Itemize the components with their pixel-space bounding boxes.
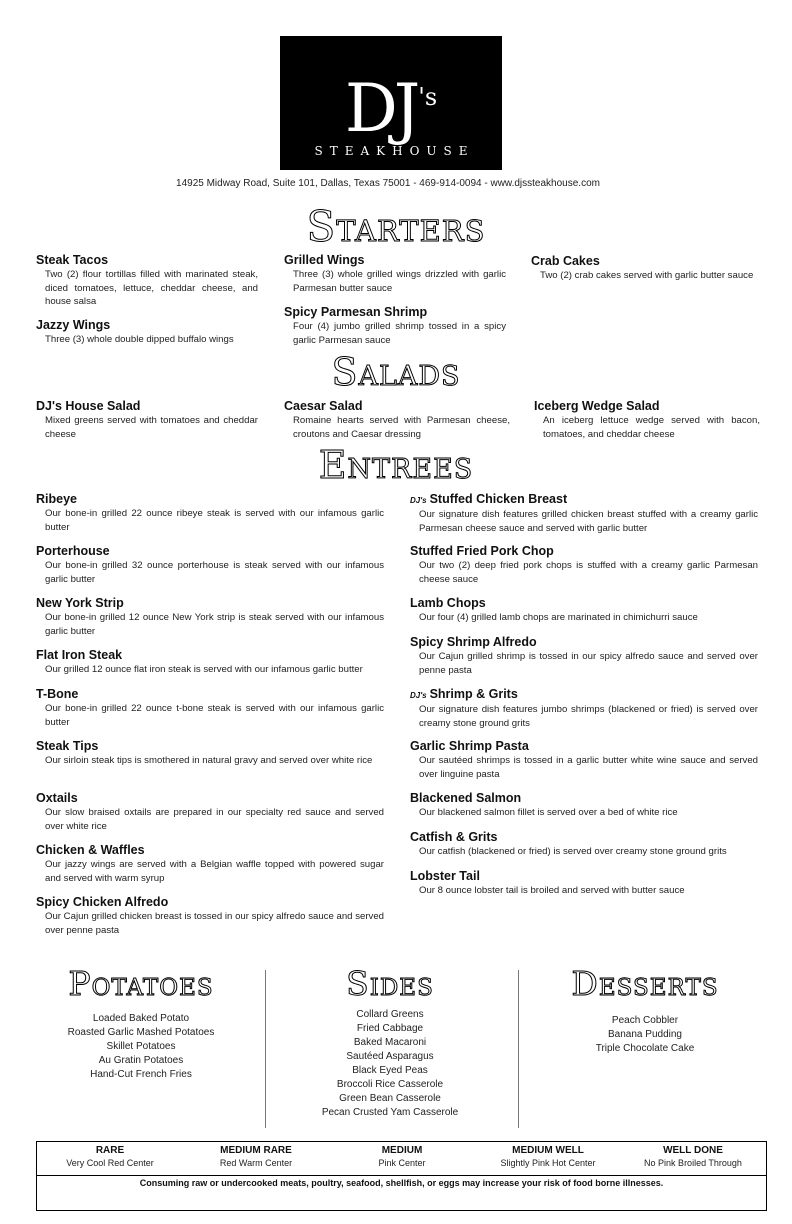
list-item: Pecan Crusted Yam Casserole xyxy=(321,1107,459,1118)
item-name: Caesar Salad xyxy=(284,399,363,413)
item-name: Lobster Tail xyxy=(410,869,480,883)
doneness-description: Very Cool Red Center xyxy=(66,1158,154,1168)
list-item: Au Gratin Potatoes xyxy=(98,1055,184,1066)
doneness-label: MEDIUM xyxy=(381,1145,423,1156)
item-name: Oxtails xyxy=(36,791,78,805)
item-description: Our signature dish features jumbo shrimps (blackened or fried) is served over creamy stone ground grits xyxy=(419,704,758,729)
doneness-label: MEDIUM WELL xyxy=(512,1145,584,1156)
item-description: Our jazzy wings are served with a Belgian waffle topped with powered sugar and served with warm syrup xyxy=(45,859,384,884)
doneness-description: Slightly Pink Hot Center xyxy=(500,1158,596,1168)
item-description: Our bone-in grilled 12 ounce New York strip is steak served with our infamous garlic butter xyxy=(45,612,384,637)
list-item: Broccoli Rice Casserole xyxy=(336,1079,444,1090)
sides-title: Sides xyxy=(346,964,434,1003)
item-description: Our Cajun grilled chicken breast is tossed in our spicy alfredo sauce and served over penne pasta xyxy=(45,911,384,936)
menu-item xyxy=(410,739,758,781)
list-item: Collard Greens xyxy=(356,1009,424,1020)
item-name: DJ's Shrimp & Grits xyxy=(410,687,518,701)
menu-item xyxy=(534,399,760,441)
list-item: Roasted Garlic Mashed Potatoes xyxy=(67,1027,215,1038)
list-item: Black Eyed Peas xyxy=(352,1065,428,1076)
item-name: Steak Tacos xyxy=(36,253,109,267)
item-description: Our Cajun grilled shrimp is tossed in our spicy alfredo sauce and served over penne pasta xyxy=(419,651,758,676)
menu-item xyxy=(36,739,384,768)
menu-item xyxy=(410,635,758,677)
item-name: Iceberg Wedge Salad xyxy=(534,399,660,413)
doneness-cell xyxy=(620,1144,766,1170)
item-description: Our signature dish features grilled chicken breast stuffed with a creamy garlic Parmesan cheese sauce and served with garlic butter xyxy=(419,509,758,534)
item-description: Our sautéed shrimps is tossed in a garlic butter white wine sauce and served over linguine pasta xyxy=(419,755,758,780)
menu-item xyxy=(36,687,384,729)
item-description: Three (3) whole double dipped buffalo wings xyxy=(45,334,234,345)
doneness-label: MEDIUM RARE xyxy=(220,1145,292,1156)
item-description: Our sirloin steak tips is smothered in natural gravy and served over white rice xyxy=(45,755,373,766)
doneness-label: WELL DONE xyxy=(663,1145,723,1156)
item-description: Our slow braised oxtails are prepared in our specialty red sauce and served over white rice xyxy=(45,807,384,832)
menu-item xyxy=(36,399,258,441)
list-item: Peach Cobbler xyxy=(611,1015,679,1026)
item-name: Jazzy Wings xyxy=(36,318,111,332)
menu-item xyxy=(410,596,758,625)
item-description: Four (4) jumbo grilled shrimp tossed in a spicy garlic Parmesan sauce xyxy=(293,321,506,346)
item-name: Ribeye xyxy=(36,492,77,506)
menu-item xyxy=(410,687,758,730)
item-description: Our bone-in grilled 32 ounce porterhouse is steak served with our infamous garlic butter xyxy=(45,560,384,585)
starters-title: Starters xyxy=(306,202,486,251)
item-name: Spicy Chicken Alfredo xyxy=(36,895,169,909)
menu-item xyxy=(410,544,758,586)
item-name: Blackened Salmon xyxy=(410,791,522,805)
item-name: Stuffed Fried Pork Chop xyxy=(410,544,554,558)
list-item: Hand-Cut French Fries xyxy=(90,1069,192,1080)
item-name: DJ's House Salad xyxy=(36,399,141,413)
doneness-row xyxy=(37,1142,766,1176)
doneness-description: Pink Center xyxy=(378,1158,426,1168)
item-description: An iceberg lettuce wedge served with bacon, tomatoes, and cheddar cheese xyxy=(543,415,760,440)
logo-subtitle: STEAKHOUSE xyxy=(314,144,475,158)
item-description: Our bone-in grilled 22 ounce t-bone steak is served with our infamous garlic butter xyxy=(45,703,384,728)
doneness-table xyxy=(36,1141,767,1211)
doneness-cell xyxy=(475,1144,621,1170)
menu-item xyxy=(410,791,758,820)
doneness-label: RARE xyxy=(95,1145,125,1156)
item-name: Lamb Chops xyxy=(410,596,486,610)
menu-item xyxy=(284,253,506,295)
sides-list xyxy=(280,1008,500,1120)
list-item: Triple Chocolate Cake xyxy=(595,1043,695,1054)
address-line: 14925 Midway Road, Suite 101, Dallas, Texas 75001 - 469-914-0094 - www.djssteakhouse.com xyxy=(176,178,600,189)
column-divider xyxy=(518,970,519,1128)
desserts-title: Desserts xyxy=(571,964,719,1003)
item-name: Porterhouse xyxy=(36,544,110,558)
menu-item xyxy=(284,305,506,347)
logo-mark: $DJ^{'s}$ xyxy=(344,70,438,147)
desserts-list xyxy=(535,1014,755,1056)
item-name: Garlic Shrimp Pasta xyxy=(410,739,529,753)
menu-item xyxy=(410,492,758,535)
menu-item xyxy=(410,869,758,898)
item-name: Crab Cakes xyxy=(531,254,600,268)
menu-item xyxy=(36,895,384,937)
item-description: Mixed greens served with tomatoes and cheddar cheese xyxy=(45,415,258,440)
potatoes-list xyxy=(36,1012,246,1082)
item-description: Two (2) crab cakes served with garlic butter sauce xyxy=(540,270,754,281)
item-description: Our 8 ounce lobster tail is broiled and served with butter sauce xyxy=(419,885,685,896)
item-description: Three (3) whole grilled wings drizzled with garlic Parmesan butter sauce xyxy=(293,269,506,294)
list-item: Green Bean Casserole xyxy=(339,1093,441,1104)
doneness-description: Red Warm Center xyxy=(219,1158,293,1168)
entrees-title: Entrees xyxy=(318,443,474,487)
list-item: Sautéed Asparagus xyxy=(346,1051,434,1062)
doneness-description: No Pink Broiled Through xyxy=(644,1158,742,1168)
item-description: Our grilled 12 ounce flat iron steak is served with our infamous garlic butter xyxy=(45,664,363,675)
doneness-cell xyxy=(329,1144,475,1170)
list-item: Skillet Potatoes xyxy=(106,1041,176,1052)
item-description: Our two (2) deep fried pork chops is stuffed with a creamy garlic Parmesan cheese sauce xyxy=(419,560,758,585)
menu-item xyxy=(531,254,761,283)
item-name: Flat Iron Steak xyxy=(36,648,123,662)
column-divider xyxy=(265,970,266,1128)
item-name: Spicy Parmesan Shrimp xyxy=(284,305,428,319)
menu-item xyxy=(36,492,384,534)
item-name: Spicy Shrimp Alfredo xyxy=(410,635,537,649)
list-item: Baked Macaroni xyxy=(353,1037,427,1048)
salads-title: Salads xyxy=(331,350,461,394)
health-warning: Consuming raw or undercooked meats, poultry, seafood, shellfish, or eggs may increase your risk of food borne illnesses. xyxy=(139,1178,664,1188)
menu-item xyxy=(36,791,384,833)
item-description: Our four (4) grilled lamb chops are marinated in chimichurri sauce xyxy=(419,612,698,623)
menu-item xyxy=(36,253,258,309)
menu-item xyxy=(410,830,758,859)
item-name: T-Bone xyxy=(36,687,79,701)
menu-item xyxy=(36,318,258,347)
list-item: Loaded Baked Potato xyxy=(92,1013,190,1024)
item-description: Our blackened salmon fillet is served over a bed of white rice xyxy=(419,807,678,818)
doneness-cell xyxy=(183,1144,329,1170)
menu-item xyxy=(36,596,384,638)
signature-badge: DJ's xyxy=(410,496,427,505)
item-description: Our catfish (blackened or fried) is served over creamy stone ground grits xyxy=(419,846,727,857)
signature-badge: DJ's xyxy=(410,691,427,700)
menu-item xyxy=(36,648,396,677)
potatoes-title: Potatoes xyxy=(68,964,214,1003)
list-item: Banana Pudding xyxy=(608,1029,682,1040)
menu-item xyxy=(284,399,510,441)
menu-item xyxy=(36,843,384,885)
item-description: Two (2) flour tortillas filled with marinated steak, diced tomatoes, lettuce, cheddar cheese, and house salsa xyxy=(45,269,258,307)
doneness-cell xyxy=(37,1144,183,1170)
item-name: Catfish & Grits xyxy=(410,830,498,844)
item-name: Grilled Wings xyxy=(284,253,365,267)
item-name: Steak Tips xyxy=(36,739,99,753)
item-name: Chicken & Waffles xyxy=(36,843,145,857)
item-name: DJ's Stuffed Chicken Breast xyxy=(410,492,568,506)
list-item: Fried Cabbage xyxy=(356,1023,424,1034)
menu-item xyxy=(36,544,384,586)
item-description: Our bone-in grilled 22 ounce ribeye steak is served with our infamous garlic butter xyxy=(45,508,384,533)
item-name: New York Strip xyxy=(36,596,124,610)
item-description: Romaine hearts served with Parmesan cheese, croutons and Caesar dressing xyxy=(293,415,510,440)
logo xyxy=(280,36,502,170)
